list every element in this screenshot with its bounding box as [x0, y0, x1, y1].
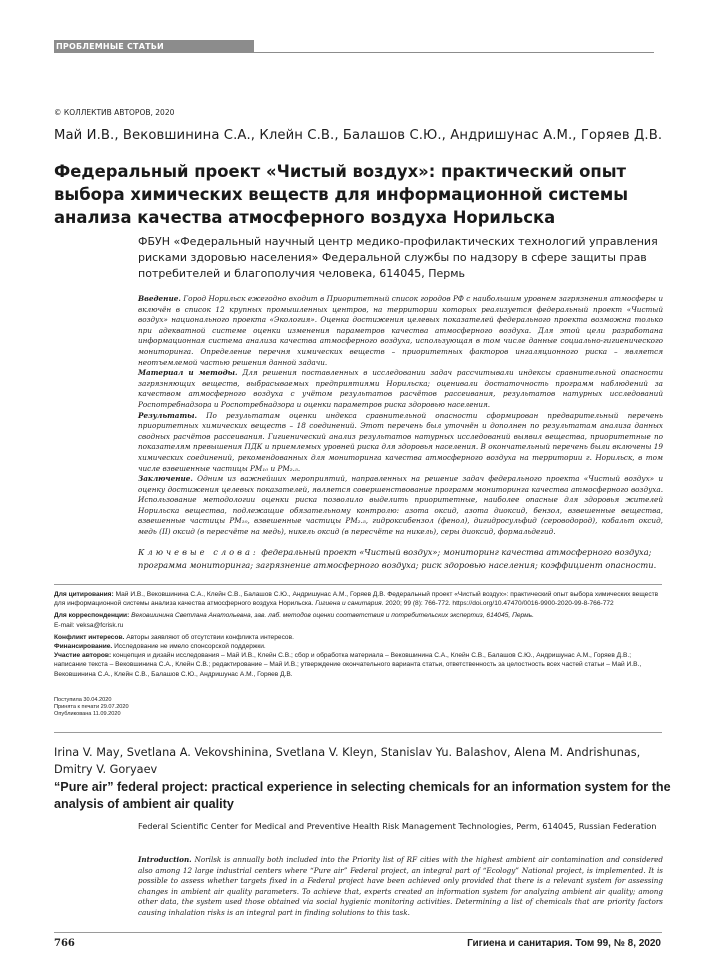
date-accepted: Принята к печати 29.07.2020	[54, 704, 129, 710]
affiliation-en: Federal Scientific Center for Medical and Preventive Health Risk Management Technologies, Perm, 614045, Russian Federation	[138, 821, 657, 831]
conflict-text: Авторы заявляют об отсутствии конфликта интересов.	[126, 633, 294, 641]
abstract	[138, 294, 663, 538]
correspondence-email[interactable]: E-mail: veksa@fcrisk.ru	[54, 621, 124, 629]
contribution-text: концепция и дизайн исследования – Май И.В., Клейн С.В.; сбор и обработка материала – Вековшинина С.А., Клейн С.В., Балашов С.Ю., Андришунас А.М., Горяев Д.В.; написание текста – Вековшинина С.А., Клейн С.В.; редактирование – Май И.В.; утверждение окончательного варианта статьи, ответственность за целостность всех частей статьи – Май И.В., Вековшинина С.А., Клейн С.В., Балашов С.Ю., Андришунас А.М., Горяев Д.В.	[54, 652, 642, 678]
keywords-label: Ключевые слова:	[138, 547, 259, 557]
abstract-conclusion-text: Одним из важнейших мероприятий, направленных на решение задач федерального проекта «Чистый воздух» и оценку достижения целевых показателей, является совершенствование программ мониторинга качества атмосферного воздуха. Использование методологии оценки риска позволило выделить приоритетные, наиболее опасные для здоровья жителей Норильска вещества, подлежащие обязательному контролю: азота оксид, азота диоксид, бензол, взвешенные вещества, взвешенные частицы PM₁₀, взвешенные частицы PM₂.₅, гидроксибензол (фенол), дигидросульфид (сероводород), кобальт оксид, медь (II) оксид (в пересчёте на медь), никель оксид (в пересчёте на никель), серы диоксид, формальдегид.	[138, 474, 663, 537]
correspondence-text: Вековшинина Светлана Анатольевна, зав. лаб. методов оценки соответствия и потребительских экспертиз, 614045, Пермь.	[131, 612, 534, 620]
date-published: Опубликована 11.09.2020	[54, 711, 121, 717]
abstract-results-text: По результатам оценки индекса сравнительной опасности сформирован предварительный перечень приоритетных химических веществ – 18 соединений. Этот перечень был уточнён и дополнен по результатам анализа данных сводных расчётов рассеивания. Гигиенический анализ результатов натурных исследований выявил вещества, приоритетные по показателям превышения ПДК и приемлемых уровней риска для здоровья населения. В окончательный перечень были включены 19 химических соединений, рекомендованных для мониторинга качества атмосферного воздуха на территории г. Норильск, в том числе взвешенные частицы PM₁₀ и PM₂.₅.	[138, 410, 663, 473]
conflict-label: Конфликт интересов.	[54, 633, 125, 641]
contribution-label: Участие авторов:	[54, 652, 112, 660]
keywords-text: федеральный проект «Чистый воздух»; мониторинг качества атмосферного воздуха; программа мониторинга; загрязнение атмосферного воздуха; риск здоровью населения; коэффициент опасности.	[138, 547, 657, 570]
title-en: “Pure air” federal project: practical experience in selecting chemicals for an information system for the analysis of ambient air quality	[54, 780, 671, 811]
title-ru: Федеральный проект «Чистый воздух»: практический опыт выбора химических веществ для информационной системы анализа качества атмосферного воздуха Норильска	[54, 162, 629, 227]
abstract-methods-label: Материал и методы.	[138, 368, 238, 378]
header-divider	[54, 52, 654, 53]
abstract-conclusion	[138, 474, 663, 538]
abstract-methods	[138, 368, 663, 410]
article-dates	[54, 697, 129, 718]
conflict-of-interest	[54, 633, 662, 679]
footer-divider	[54, 932, 662, 933]
copyright: © КОЛЛЕКТИВ АВТОРОВ, 2020	[54, 108, 175, 117]
intro-en-text: Norilsk is annually both included into the Priority list of RF cities with the highest ambient air contamination and considered also among 12 large industrial centers where “Pure air” Federal project, an integral part of “Ecology” National project, is implemented. It is possible to assess whether targets fixed in a Federal project have been achieved only provided that there is a relevant system for assessing changes in ambient air quality parameters. To achieve that, experts created an information system for analyzing ambient air quality; among other data, the system used those obtained via social hygienic monitoring activities. Determining a list of chemicals that are priority factors causing inhalation risks is an integral part in finding solutions to this task.	[138, 855, 663, 917]
citation-journal: Гигиена и санитария.	[315, 600, 384, 608]
abstract-methods-text: Для решения поставленных в исследовании задач рассчитывали индексы сравнительной опасности загрязняющих веществ, выбрасываемых предприятиями Норильска; оценивали достаточность программ наблюдений за качеством атмосферного воздуха с учётом результатов расчётов рассеивания, результатов натурных исследований Роспотребнадзора и Роспотребнадзора и оценки параметров риска здоровью населения.	[138, 368, 663, 409]
keywords	[138, 546, 663, 571]
abstract-intro-text: Город Норильск ежегодно входит в Приоритетный список городов РФ с наибольшим уровнем загрязнения атмосферы и включён в список 12 крупных промышленных центров, на территории которых реализуется федеральный проект «Чистый воздух» национального проекта «Экология». Оценка достижения целевых показателей федерального проекта возможна только при адекватной системе оценки изменения параметров качества атмосферного воздуха. Для этой цели разработана информационная система анализа качества атмосферного воздуха, использующая в том числе данные социально-гигиенического мониторинга. Определение перечня химических веществ – приоритетных факторов ингаляционного риска – является неотъемлемой частью решения данной задачи.	[138, 294, 663, 367]
funding-text: Исследование не имело спонсорской поддержки.	[114, 643, 266, 651]
funding-label: Финансирование.	[54, 643, 113, 651]
affiliation-ru: ФБУН «Федеральный научный центр медико-профилактических технологий управления рисками здоровью населения» Федеральной службы по надзору в сфере защиты прав потребителей и благополучия человека, 614045, Пермь	[138, 235, 658, 280]
section-header: ПРОБЛЕМНЫЕ СТАТЬИ	[54, 40, 254, 53]
abstract-results-label: Результаты.	[138, 410, 198, 420]
journal-footer: Гигиена и санитария. Том 99, № 8, 2020	[467, 938, 661, 949]
citation	[54, 590, 662, 608]
abstract-intro-label: Введение.	[138, 294, 181, 303]
correspondence	[54, 611, 662, 629]
citation-label: Для цитирования:	[54, 591, 114, 598]
introduction-en	[138, 855, 663, 919]
intro-en-label: Introduction.	[138, 855, 192, 864]
article-meta	[54, 590, 662, 682]
citation-text: Май И.В., Вековшинина С.А., Клейн С.В., Балашов С.Ю., Андришунас А.М., Горяев Д.В. Федеральный проект «Чистый воздух»: практический опыт выбора химических веществ для информационной системы анализа качества атмосферного воздуха Норильска.	[54, 591, 659, 608]
correspondence-label: Для корреспонденции:	[54, 612, 130, 620]
page-number: 766	[54, 938, 75, 949]
citation-details: 2020; 99 (8): 766-772. https://doi.org/10.47470/0016-9900-2020-99-8-766-772	[385, 600, 614, 608]
abstract-results	[138, 411, 663, 475]
abstract-introduction	[138, 294, 663, 368]
divider	[54, 584, 662, 585]
divider	[54, 732, 662, 733]
authors-ru: Май И.В., Вековшинина С.А., Клейн С.В., Балашов С.Ю., Андришунас А.М., Горяев Д.В.	[54, 128, 663, 143]
abstract-conclusion-label: Заключение.	[138, 474, 193, 484]
date-received: Поступила 30.04.2020	[54, 697, 112, 703]
authors-en: Irina V. May, Svetlana A. Vekovshinina, Svetlana V. Kleyn, Stanislav Yu. Balashov, Alena M. Andrishunas, Dmitry V. Goryaev	[54, 746, 641, 776]
